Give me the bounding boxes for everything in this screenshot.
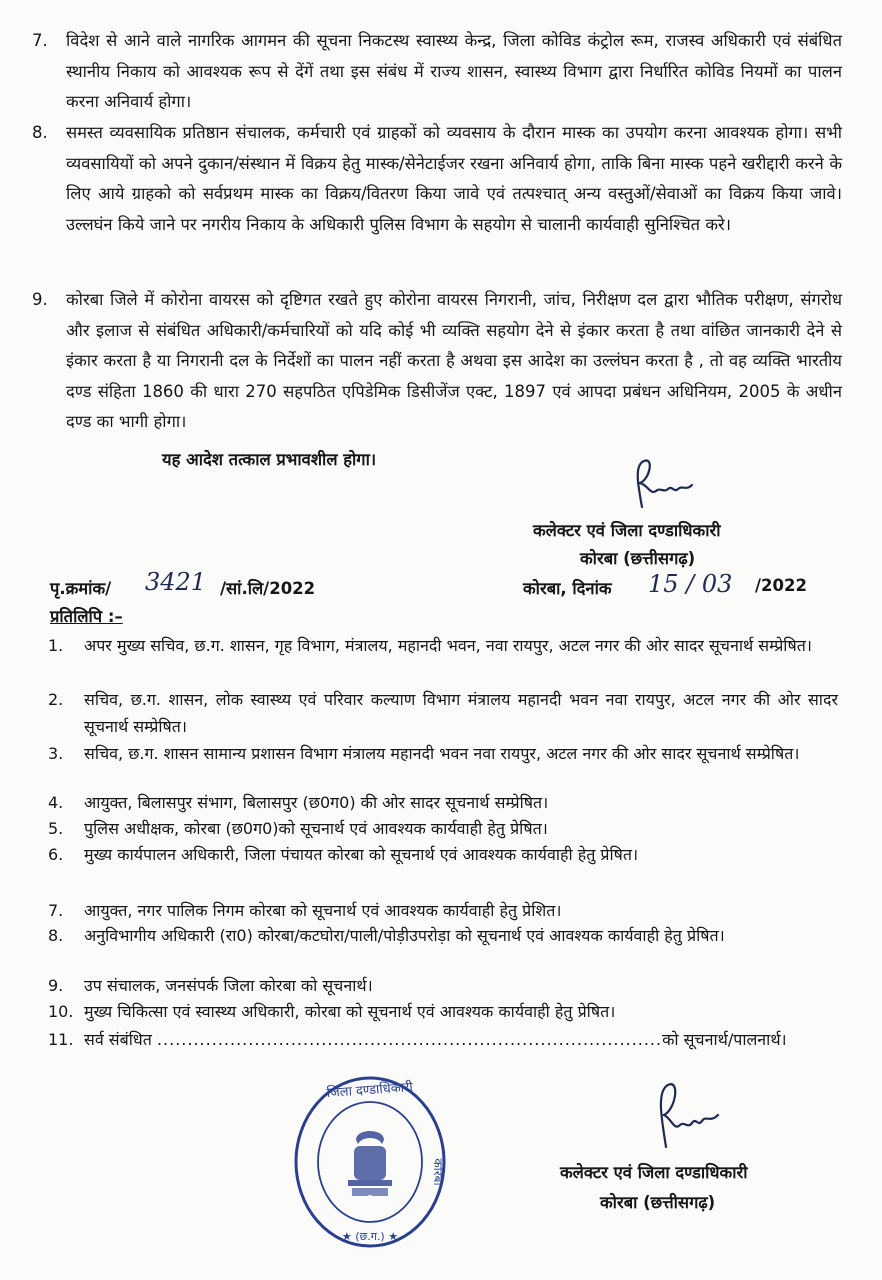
list-item — [48, 686, 838, 740]
list-number: 5. — [48, 819, 64, 838]
date-suffix: /2022 — [755, 576, 807, 595]
designation-label: कलेक्टर एवं जिला दण्डाधिकारी — [533, 521, 721, 540]
designation-label: कलेक्टर एवं जिला दण्डाधिकारी — [560, 1163, 748, 1182]
list-text: अपर मुख्य सचिव, छ.ग. शासन, गृह विभाग, मंत्रालय, महानदी भवन, नवा रायपुर, अटल नगर की ओर सादर सूचनार्थ सम्प्रेषित। — [84, 636, 812, 655]
paragraph-number: 8. — [32, 123, 48, 142]
list-text: सचिव, छ.ग. शासन सामान्य प्रशासन विभाग मंत्रालय महानदी भवन नवा रायपुर, अटल नगर की ओर सादर सूचनार्थ सम्प्रेषित। — [84, 744, 800, 763]
date-handwritten: 15 / 03 — [648, 570, 733, 598]
list-item — [48, 740, 838, 767]
location-label: कोरबा (छत्तीसगढ़) — [580, 549, 696, 568]
signature-1-icon — [620, 455, 710, 515]
list-number: 4. — [48, 793, 64, 812]
paragraph-text: विदेश से आने वाले नागरिक आगमन की सूचना निकटस्थ स्वास्थ्य केन्द्र, जिला कोविड कंट्रोल रूम, राजस्व अधिकारी एवं संबंधित स्थानीय निकाय को आवश्यक रूप से देंगें तथा इस संबंध में राज्य शासन, स्वास्थ्य विभाग द्वारा निर्धारित कोविड नियमों का पालन करना अनिवार्य होगा। — [66, 31, 842, 111]
svg-text:कोरबा: कोरबा — [431, 1158, 445, 1186]
list-item — [48, 972, 838, 999]
list-text: मुख्य चिकित्सा एवं स्वास्थ्य अधिकारी, कोरबा को सूचनार्थ एवं आवश्यक कार्यवाही हेतु प्रेषित। — [84, 1002, 616, 1021]
signature-2-icon — [640, 1075, 730, 1155]
paragraph-number: 9. — [32, 290, 48, 309]
list-item — [48, 998, 838, 1025]
list-number: 1. — [48, 636, 64, 655]
list-text: सचिव, छ.ग. शासन, लोक स्वास्थ्य एवं परिवार कल्याण विभाग मंत्रालय महानदी भवन नवा रायपुर, अटल नगर की ओर सादर सूचनार्थ सम्प्रेषित। — [84, 690, 838, 736]
list-number: 8. — [48, 926, 64, 945]
list-text: आयुक्त, नगर पालिक निगम कोरबा को सूचनार्थ एवं आवश्यक कार्यवाही हेतु प्रेशित। — [84, 901, 562, 920]
paragraph-number: 7. — [32, 31, 48, 50]
reference-number-handwritten: 3421 — [145, 568, 207, 596]
list-text: आयुक्त, बिलासपुर संभाग, बिलासपुर (छ0ग0) की ओर सादर सूचनार्थ सम्प्रेषित। — [84, 793, 549, 812]
list-item — [48, 922, 838, 949]
effective-statement: यह आदेश तत्काल प्रभावशील होगा। — [162, 450, 377, 469]
reference-suffix: /सां.लि/2022 — [220, 579, 316, 598]
paragraph-8 — [32, 118, 842, 240]
location-label: कोरबा (छत्तीसगढ़) — [600, 1193, 716, 1212]
official-seal-icon — [290, 1072, 450, 1252]
list-number: 3. — [48, 744, 64, 763]
list-number: 9. — [48, 976, 64, 995]
paragraph-text: कोरबा जिले में कोरोना वायरस को दृष्टिगत रखते हुए कोरोना वायरस निगरानी, जांच, निरीक्षण दल द्वारा भौतिक परीक्षण, संगरोध और इलाज से संबंधित अधिकारी/कर्मचारियों को यदि कोई भी व्यक्ति सहयोग देने से इंकार करता है तथा वांछित जानकारी देने से इंकार करता है या निगरानी दल के निर्देशों का पालन नहीं करता है अथवा इस आदेश का उल्लंघन करता है , तो वह व्यक्ति भारतीय दण्ड संहिता 1860 की धारा 270 सहपठित एपिडेमिक डिसीजेंज एक्ट, 1897 एवं आपदा प्रबंधन अधिनियम, 2005 के अधीन दण्ड का भागी होगा। — [66, 290, 842, 431]
date-prefix: कोरबा, दिनांक — [523, 579, 612, 598]
paragraph-7 — [32, 26, 842, 118]
list-text: उप संचालक, जनसंपर्क जिला कोरबा को सूचनार्थ। — [84, 976, 373, 995]
list-number: 6. — [48, 845, 64, 864]
list-number: 10. — [48, 1002, 74, 1021]
list-text — [84, 1026, 838, 1053]
svg-text:जिला दण्डाधिकारी: जिला दण्डाधिकारी — [326, 1080, 414, 1101]
list-item — [48, 897, 838, 924]
paragraph-9 — [32, 285, 842, 438]
list-text-tail: को सूचनार्थ/पालनार्थ। — [662, 1030, 787, 1049]
list-item — [48, 789, 838, 816]
list-item — [48, 841, 838, 868]
fill-in-dots: ................................................................................... — [156, 1030, 663, 1049]
list-text: मुख्य कार्यपालन अधिकारी, जिला पंचायत कोरबा को सूचनार्थ एवं आवश्यक कार्यवाही हेतु प्रेषित। — [84, 845, 639, 864]
reference-prefix: पृ.क्रमांक/ — [50, 579, 112, 598]
list-number: 7. — [48, 901, 64, 920]
list-text: अनुविभागीय अधिकारी (रा0) कोरबा/कटघोरा/पाली/पोड़ीउपरोड़ा को सूचनार्थ एवं आवश्यक कार्यवाही हेतु प्रेषित। — [84, 926, 725, 945]
list-number: 11. — [48, 1030, 74, 1049]
reference-line — [50, 568, 830, 604]
paragraph-text: समस्त व्यवसायिक प्रतिष्ठान संचालक, कर्मचारी एवं ग्राहकों को व्यवसाय के दौरान मास्क का उपयोग करना आवश्यक होगा। सभी व्यवसायियों को अपने दुकान/संस्थान में विक्रय हेतु मास्क/सेनेटाईजर रखना अनिवार्य होगा, ताकि बिना मास्क पहने खरीद्दारी करने के लिए आये ग्राहको को सर्वप्रथम मास्क का विक्रय/वितरण किया जावे एवं तत्पश्चात् अन्य वस्तुओं/सेवाओं का विक्रय किया जावे। उल्लघंन किये जाने पर नगरीय निकाय के अधिकारी पुलिस विभाग के सहयोग से चालानी कार्यवाही सुनिश्चित करे। — [66, 123, 842, 234]
list-text: पुलिस अधीक्षक, कोरबा (छ0ग0)को सूचनार्थ एवं आवश्यक कार्यवाही हेतु प्रेषित। — [84, 819, 548, 838]
list-item — [48, 632, 838, 659]
list-text-start: सर्व संबंधित — [84, 1030, 152, 1049]
list-item — [48, 1026, 838, 1053]
svg-text:★ (छ.ग.) ★: ★ (छ.ग.) ★ — [341, 1230, 399, 1243]
list-item — [48, 815, 838, 842]
list-number: 2. — [48, 690, 64, 709]
copy-heading: प्रतिलिपि :– — [50, 607, 123, 626]
